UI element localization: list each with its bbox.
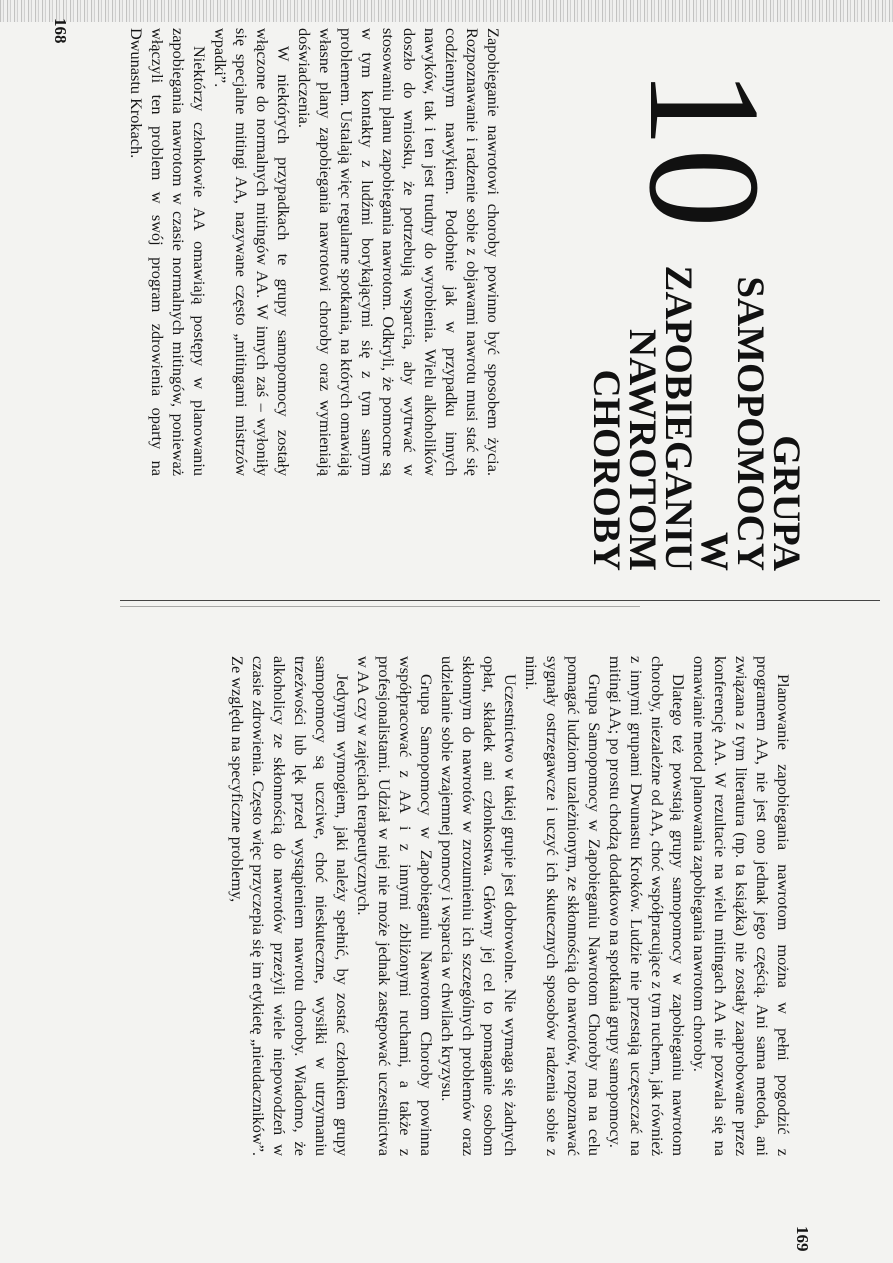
book-gutter-line — [120, 600, 880, 601]
paragraph: Uczestnictwo w takiej grupie jest dobrowolne. Nie wymaga się żadnych opłat, składek ani członkostwa. Główny jej cel to pomaganie osobom skłonnym do nawrotów w zrozumieniu ich szczególnych problemów oraz udzielanie sobie wzajemnej pomocy i wsparcia w chwilach kryzysu. — [438, 656, 520, 1156]
page-number: 168 — [51, 18, 70, 44]
right-page — [30, 656, 812, 1252]
chapter-number: 10 — [616, 68, 794, 228]
paragraph: Grupa Samopomocy w Zapobieganiu Nawrotom Choroby powinna współpracować z AA i z innymi zbliżonymi ruchami, a także z profesjonalistami. Udział w niej nie może jednak zastępować uczestnictwa w AA czy w zajęciach terapeutycznych. — [354, 656, 436, 1156]
chapter-title — [585, 231, 808, 571]
paragraph: Niektórzy członkowie AA omawiają postępy w planowaniu zapobiegania nawrotom w czasie normalnych mitingów, ponieważ włączyli ten problem w swój program zdrowienia oparty na Dwunastu Krokach. — [127, 28, 209, 476]
left-page — [30, 18, 808, 593]
left-page-body — [126, 28, 504, 476]
paragraph: Planowanie zapobiegania nawrotom można w pełni pogodzić z programem AA, nie jest ono jednak jego częścią. Ani sama metoda, ani związana z tym literatura (np. ta książka) nie zostały zaaprobowane przez konferencję AA. W rezultacie na wielu mitingach AA nie pozwala się na omawianie metod planowania zapobiegania nawrotom choroby. — [690, 656, 793, 1156]
right-page-body — [227, 656, 794, 1156]
paragraph: Grupa Samopomocy w Zapobieganiu Nawrotom Choroby ma na celu pomagać ludziom uzależnionym, ze skłonnością do nawrotów, rozpoznawać sygnały ostrzegawcze i uczyć ich skutecznych sposobów radzenia sobie z nimi. — [522, 656, 604, 1156]
chapter-title-line: CHOROBY — [585, 369, 628, 571]
chapter-title-line: W ZAPOBIEGANIU — [657, 265, 736, 571]
chapter-title-line: NAWROTOM — [621, 329, 664, 571]
chapter-title-line: SAMOPOMOCY — [729, 276, 772, 571]
page-number: 169 — [793, 1226, 812, 1252]
paragraph: Zapobieganie nawrotowi choroby powinno być sposobem życia. Rozpoznawanie i radzenie sobie z objawami nawrotu musi stać się codziennym nawykiem. Podobnie jak w przypadku innych nawyków, tak i ten jest trudny do wyrobienia. Wielu alkoholików doszło do wniosku, że potrzebują wsparcia, aby wytrwać w stosowaniu planu zapobiegania nawrotom. Odkryli, że pomocne są w tym kontakty z ludźmi borykającymi się z tym samym problemem. Ustalają więc regularne spotkania, na których omawiają własne plany zapobiegania nawrotowi choroby oraz wymieniają doświadczenia. — [295, 28, 503, 476]
book-gutter-shadow — [120, 606, 640, 607]
paragraph: Jedynym wymogiem, jaki należy spełnić, by zostać członkiem grupy samopomocy są uczciwe, choć nieskuteczne, wysiłki w utrzymaniu trzeźwości lub lęk przed wystąpieniem nawrotu choroby. Wiadomo, że alkoholicy ze skłonnością do nawrotów przeżyli wiele niepowodzeń w czasie zdrowienia. Często więc przyczepia się im etykietę „nieudaczników”. Ze względu na specyficzne problemy, — [228, 656, 352, 1156]
scan-edge-noise — [0, 0, 893, 22]
chapter-title-line: GRUPA — [765, 435, 808, 571]
paragraph: Dlatego też powstają grupy samopomocy w zapobieganiu nawrotom choroby, niezależne od AA, choć współpracujące z tym ruchem, jak również z innymi grupami Dwunastu Kroków. Ludzie nie przestają uczęszczać na mitingi AA; po prostu chodzą dodatkowo na spotkania grupy samopomocy. — [606, 656, 688, 1156]
paragraph: W niektórych przypadkach te grupy samopomocy zostały włączone do normalnych mitingów AA. W innych zaś – wyłoniły się specjalne mitingi AA, nazywane często „mitingami mistrzów wpadki”. — [211, 28, 293, 476]
